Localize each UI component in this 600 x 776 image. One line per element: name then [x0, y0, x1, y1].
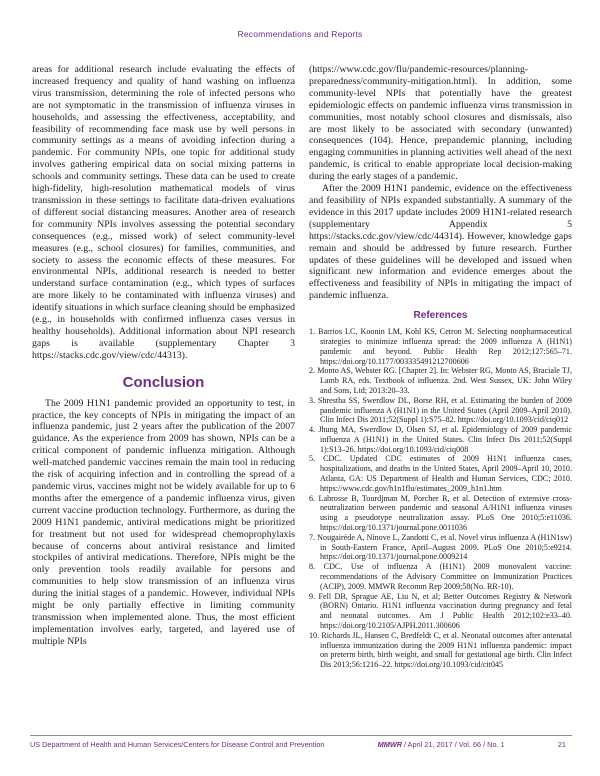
reference-text: Fell DB, Sprague AE, Liu N, et al; Better Outcomes Registry & Network (BORN) Ontario. H1N1 influenza vaccination during pregnancy and fetal and neonatal outcomes. Am J Public Health 2012;102:e33–40. https://doi.org/10.2105/AJPH.2011.300606	[318, 591, 573, 631]
footer-citation-rest: / April 21, 2017 / Vol. 66 / No. 1	[402, 740, 505, 749]
reference-text: CDC. Updated CDC estimates of 2009 H1N1 influenza cases, hospitalizations, and deaths in the United States, April 2009–April 10, 2010. Atlanta, GA: US Department of Health and Human Services, CDC; 2010. https://www.cdc.gov/h1n1flu/estimates_2009_h1n1.htm	[320, 454, 572, 493]
body-paragraph: areas for additional research include evaluating the effects of increased frequency and quality of hand washing on influenza virus transmission, determining the role of infected persons who are not symptomatic in the transmission of influenza viruses in households, and assessing the effectiveness, acceptability, and feasibility of recommending face mask use by well persons in community settings as a means of avoiding infection during a pandemic. For community NPIs, one topic for additional study involves gathering empirical data on social mixing patterns in schools and community settings. These data can be used to create high-fidelity, high-resolution mathematical models of virus transmission in these settings to facilitate data-driven evaluations of different social distancing measures. Another area of research for community NPIs involves assessing the potential secondary consequences (e.g., missed work) of select community-level measures (e.g., school closures) for families, communities, and society to assess the economic effects of these measures. For environmental NPIs, additional research is needed to better understand surface contamination (e.g., which types of surfaces are more likely to be contaminated with influenza viruses) and identify situations in which surface cleaning should be emphasized (e.g., in households with confirmed influenza cases versus in healthy households). Additional information about NPI research gaps is available (supplementary Chapter 3 https://stacks.cdc.gov/view/cdc/44313).	[32, 64, 295, 361]
reference-number: 2.	[309, 366, 316, 376]
reference-item	[309, 592, 572, 631]
reference-text: Barrios LC, Koonin LM, Kohl KS, Cetron M. Selecting nonpharmaceutical strategies to minimize influenza spread: the 2009 influenza A (H1N1) pandemic and beyond. Public Health Rep 2012;127:565–71. https://doi.org/10.1177/003335491212700606	[318, 327, 572, 366]
reference-number: 9.	[309, 591, 316, 601]
reference-item	[309, 327, 572, 366]
reference-text: CDC. Use of influenza A (H1N1) 2009 monovalent vaccine: recommendations of the Advisory Committee on Immunization Practices (ACIP), 2009. MMWR Recomm Rep 2009;58(No. RR-10).	[320, 562, 572, 591]
reference-item	[309, 631, 572, 670]
left-column	[32, 64, 295, 670]
footer-publisher: US Department of Health and Human Services/Centers for Disease Control and Prevention	[30, 740, 325, 749]
footer-citation	[378, 740, 505, 749]
page-number: 21	[557, 740, 566, 749]
reference-number: 8.	[309, 562, 316, 572]
reference-number: 3.	[309, 395, 316, 405]
reference-item	[309, 562, 572, 591]
references-heading: References	[413, 310, 468, 322]
conclusion-paragraph: The 2009 H1N1 pandemic provided an opportunity to test, in practice, the key concepts of NPIs in mitigating the impact of an influenza pandemic, just 2 years after the publication of the 2007 guidance. As the experience from 2009 has shown, NPIs can be a critical component of pandemic influenza mitigation. Although well-matched pandemic vaccines remain the main tool in reducing the risk of acquiring infection and in controlling the spread of a pandemic virus, vaccines might not be widely available for up to 6 months after the emergence of a pandemic influenza virus, given current vaccine production technology. Furthermore, as during the 2009 H1N1 pandemic, antiviral medications might be prioritized for treatment but not used for widespread chemoprophylaxis because of concerns about antiviral resistance and limited stockpiles of antiviral medications. Therefore, NPIs might be the only prevention tools readily available for persons and communities to help slow transmission of an influenza virus during the initial stages of a pandemic. However, individual NPIs might be only partially effective in limiting community transmission when implemented alone. Thus, the most efficient implementation involves early, targeted, and layered use of multiple NPIs	[32, 397, 295, 647]
reference-text: Jhung MA, Swerdlow D, Olsen SJ, et al. Epidemiology of 2009 pandemic influenza A (H1N1) in the United States. Clin Infect Dis 2011;52(Suppl 1):S13–26. https://doi.org/10.1093/cid/ciq008	[318, 425, 572, 454]
reference-number: 10.	[309, 630, 320, 640]
reference-item	[309, 454, 572, 493]
reference-number: 5.	[309, 454, 316, 464]
reference-text: Monto AS, Webster RG. [Chapter 2]. In: Webster RG, Monto AS, Braciale TJ, Lamb RA, eds. Textbook of influenza. 2nd. West Sussex, UK: John Wiley and Sons, Ltd; 2013:20–33.	[317, 366, 572, 395]
reference-number: 7.	[309, 532, 316, 542]
body-paragraph: (https://www.cdc.gov/flu/pandemic-resources/planning-preparedness/community-mitigation.html). In addition, some community-level NPIs that potentially have the greatest epidemiologic effects on pandemic influenza virus transmission in communities, most notably school closures and dismissals, also are most likely to be associated with secondary (unwanted) consequences (104). Hence, prepandemic planning, including engaging communities in planning activities well ahead of the next pandemic, is critical to enable appropriate local decision-making during the early stages of a pandemic.	[309, 64, 572, 183]
reference-number: 6.	[309, 493, 316, 503]
reference-text: Labrosse B, Tourdjman M, Porcher R, et al. Detection of extensive cross-neutralization between pandemic and seasonal A/H1N1 influenza viruses using a pseudotype neutralization assay. PLoS One 2010;5:e11036. https://doi.org/10.1371/journal.pone.0011036	[318, 493, 572, 533]
running-head: Recommendations and Reports	[237, 29, 363, 39]
reference-text: Richards JL, Hansen C, Bredfeldt C, et al. Neonatal outcomes after antenatal influenza immunization during the 2009 H1N1 influenza pandemic: impact on preterm birth, birth weight, and small for gestational age birth. Clin Infect Dis 2013;56:1216–22. https://doi.org/10.1093/cid/cit045	[320, 630, 572, 670]
reference-item	[309, 425, 572, 454]
reference-item	[309, 533, 572, 562]
footer-journal-title: MMWR	[377, 740, 402, 749]
reference-item	[309, 494, 572, 533]
body-paragraph: After the 2009 H1N1 pandemic, evidence on the effectiveness and feasibility of NPIs expanded substantially. A summary of the evidence in this 2017 update includes 2009 H1N1-related research (supplementary Appendix 5 https://stacks.cdc.gov/view/cdc/44314). However, knowledge gaps remain and should be addressed by future research. Further updates of these guidelines will be developed and issued when significant new information and evidence emerges about the effectiveness and feasibility of NPIs in mitigating the impact of pandemic influenza.	[309, 183, 572, 302]
reference-text: Shrestha SS, Swerdlow DL, Borse RH, et al. Estimating the burden of 2009 pandemic influenza A (H1N1) in the United States (April 2009–April 2010). Clin Infect Dis 2011;52(Suppl 1):S75–82. https://doi.org/10.1093/cid/ciq012	[317, 395, 572, 425]
page-footer	[30, 735, 572, 749]
reference-text: Nougairède A, Ninove L, Zandotti C, et al. Novel virus influenza A (H1N1sw) in South-Eastern France, April–August 2009. PLoS One 2010;5:e9214. https://doi.org/10.1371/journal.pone.0009214	[317, 532, 572, 562]
conclusion-heading: Conclusion	[122, 373, 205, 391]
references-list	[309, 327, 572, 670]
reference-number: 4.	[309, 425, 316, 435]
right-column	[309, 64, 572, 670]
reference-item	[309, 396, 572, 425]
reference-item	[309, 366, 572, 395]
two-column-body	[32, 64, 572, 670]
reference-number: 1.	[309, 327, 316, 337]
